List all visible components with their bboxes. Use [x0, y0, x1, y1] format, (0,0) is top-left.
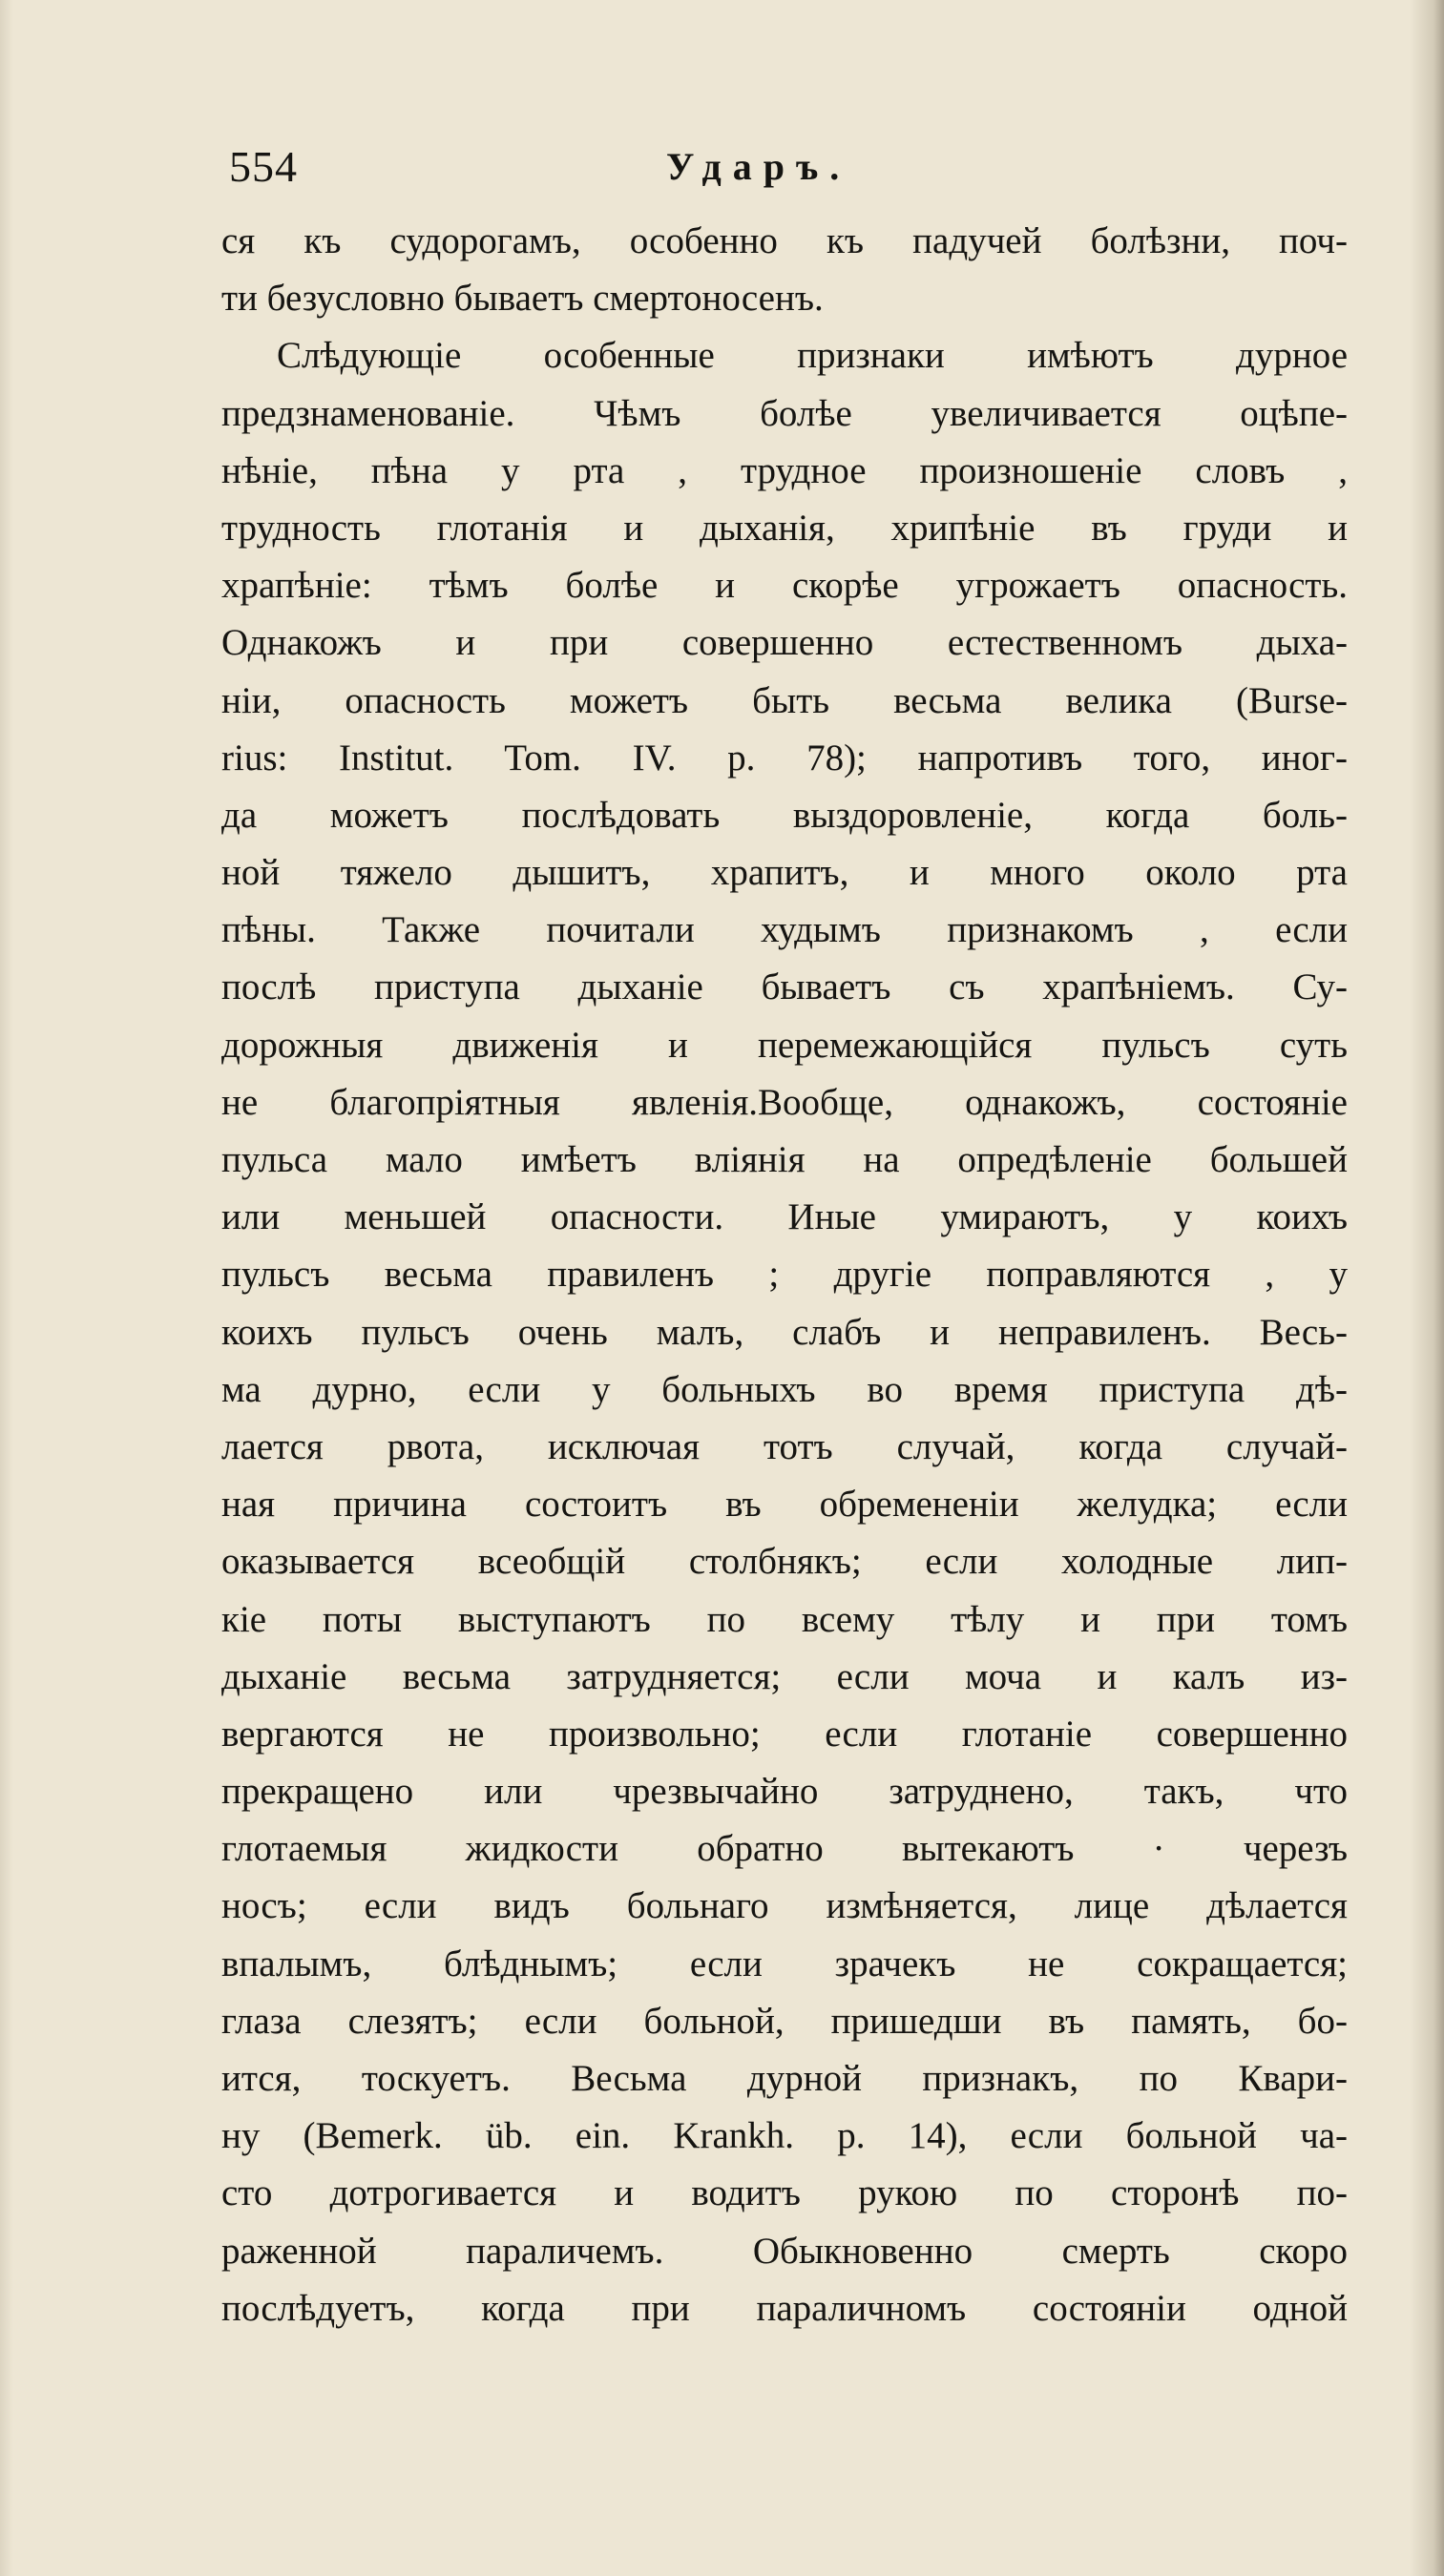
text-line: трудность глотанія и дыханія, хрипѣніе въ груди и: [221, 507, 1348, 549]
body-text: [221, 213, 1348, 2337]
text-line: носъ; если видъ больнаго измѣняется, лице дѣлается: [221, 1885, 1348, 1927]
text-line: храпѣніе: тѣмъ болѣе и скорѣе угрожаетъ опасность.: [221, 565, 1348, 607]
text-line: вергаются не произвольно; если глотаніе совершенно: [221, 1713, 1348, 1755]
text-line: ніи, опасность можетъ быть весьма велика (Burse-: [221, 679, 1348, 721]
page-left-edge-shadow: [0, 0, 13, 2576]
text-line: ной тяжело дышитъ, храпитъ, и много около рта: [221, 852, 1348, 894]
page-number: 554: [229, 142, 298, 191]
text-line: послѣ приступа дыханіе бываетъ съ храпѣніемъ. Су-: [221, 966, 1348, 1008]
page-gutter-shadow: [1410, 0, 1444, 2576]
text-line: пульса мало имѣетъ вліянія на опредѣленіе большей: [221, 1139, 1348, 1180]
text-line: пульсъ весьма правиленъ ; другіе поправляются , у: [221, 1254, 1348, 1296]
text-line: Однакожъ и при совершенно естественномъ дыха-: [221, 622, 1348, 664]
text-line: ся къ судорогамъ, особенно къ падучей болѣзни, поч-: [221, 220, 1348, 261]
text-line: раженной параличемъ. Обыкновенно смерть скоро: [221, 2230, 1348, 2272]
text-line: пѣны. Также почитали худымъ признакомъ , если: [221, 909, 1348, 951]
text-line: Слѣдующіе особенные признаки имѣютъ дурное: [277, 335, 1348, 377]
text-line: оказывается всеобщій столбнякъ; если холодные лип-: [221, 1541, 1348, 1583]
text-line: дыханіе весьма затрудняется; если моча и калъ из-: [221, 1655, 1348, 1697]
text-line: прекращено или чрезвычайно затруднено, такъ, что: [221, 1771, 1348, 1813]
text-line: кіе поты выступаютъ по всему тѣлу и при томъ: [221, 1598, 1348, 1640]
text-line: ти безусловно бываетъ смертоносенъ.: [221, 278, 824, 320]
text-line: не благопріятныя явленія.Вообще, однакожъ, состояніе: [221, 1081, 1348, 1123]
running-title: Ударъ.: [666, 145, 851, 188]
text-line: ится, тоскуетъ. Весьма дурной признакъ, по Квари-: [221, 2058, 1348, 2099]
text-line: ну (Bemerk. üb. ein. Krankh. p. 14), если больной ча-: [221, 2115, 1348, 2157]
text-line: глотаемыя жидкости обратно вытекаютъ · черезъ: [221, 1828, 1348, 1870]
text-line: или меньшей опасности. Иные умираютъ, у коихъ: [221, 1196, 1348, 1238]
text-line: послѣдуетъ, когда при параличномъ состояніи одной: [221, 2287, 1348, 2329]
text-line: коихъ пульсъ очень малъ, слабъ и неправиленъ. Весь-: [221, 1311, 1348, 1353]
text-line: ма дурно, если у больныхъ во время приступа дѣ-: [221, 1368, 1348, 1410]
text-line: лается рвота, исключая тотъ случай, когда случай-: [221, 1425, 1348, 1467]
page-header: [229, 138, 1355, 196]
text-line: глаза слезятъ; если больной, пришедши въ память, бо-: [221, 2000, 1348, 2042]
text-line: предзнаменованіе. Чѣмъ болѣе увеличивается оцѣпе-: [221, 392, 1348, 434]
text-line: да можетъ послѣдовать выздоровленіе, когда боль-: [221, 794, 1348, 836]
text-line: сто дотрогивается и водитъ рукою по сторонѣ по-: [221, 2172, 1348, 2214]
text-line: дорожныя движенія и перемежающійся пульсъ суть: [221, 1024, 1348, 1066]
text-line: rius: Institut. Tom. IV. p. 78); напротивъ того, иног-: [221, 737, 1348, 779]
text-line: нѣніе, пѣна у рта , трудное произношеніе словъ ,: [221, 449, 1348, 491]
text-line: впалымъ, блѣднымъ; если зрачекъ не сокращается;: [221, 1942, 1348, 1984]
text-line: ная причина состоитъ въ обремененіи желудка; если: [221, 1484, 1348, 1526]
